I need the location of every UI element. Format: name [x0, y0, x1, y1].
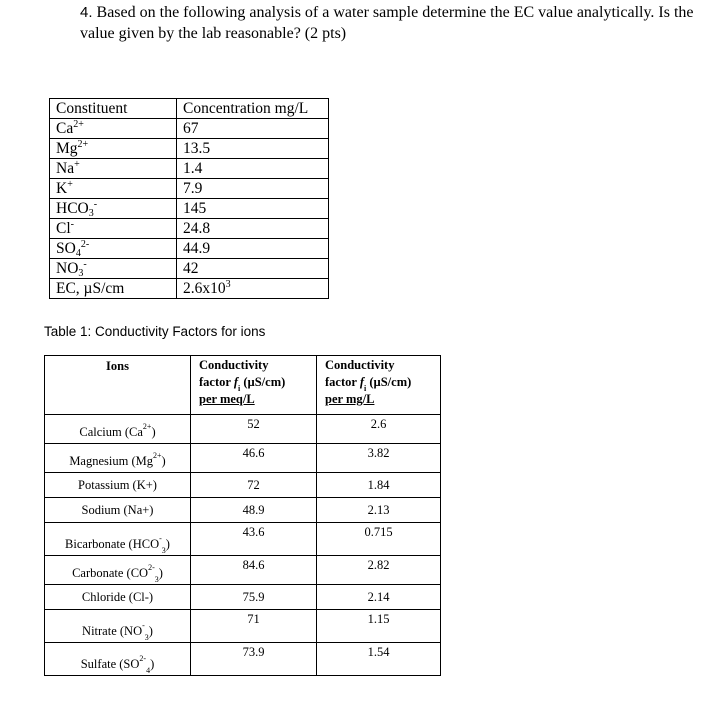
constituent-cell: $HCO_3^-$	[50, 199, 177, 219]
factor-meq-cell: 48.9	[191, 498, 317, 523]
constituent-cell: Cl-	[50, 219, 177, 239]
analysis-row	[50, 199, 329, 219]
factor-mg-cell: 1.84	[317, 473, 441, 498]
concentration-cell: 7.9	[177, 179, 329, 199]
concentration-cell: 42	[177, 259, 329, 279]
constituent-cell: $NO_3^-$	[50, 259, 177, 279]
analysis-row	[50, 119, 329, 139]
analysis-row	[50, 159, 329, 179]
constituent-cell: $Mg^{2+}$	[50, 139, 177, 159]
conductivity-row	[45, 498, 441, 523]
ion-name-cell: Magnesium $(Mg^{2+})$	[45, 444, 191, 473]
concentration-cell: 44.9	[177, 239, 329, 259]
factor-mg-cell: 1.54	[317, 643, 441, 676]
conductivity-header-row	[45, 356, 441, 415]
factor-meq-cell: 75.9	[191, 585, 317, 610]
factor-mg-cell: 3.82	[317, 444, 441, 473]
analysis-table	[49, 98, 329, 299]
factor-meq-cell: 52	[191, 415, 317, 444]
concentration-cell: 67	[177, 119, 329, 139]
constituent-cell: K+	[50, 179, 177, 199]
analysis-row	[50, 219, 329, 239]
ion-name-cell: Nitrate $(NO^-_3)$	[45, 610, 191, 643]
concentration-cell: 24.8	[177, 219, 329, 239]
constituent-cell: $SO_4^{2-}$	[50, 239, 177, 259]
factor-meq-cell: 46.6	[191, 444, 317, 473]
conductivity-row	[45, 643, 441, 676]
conductivity-row	[45, 610, 441, 643]
conductivity-row	[45, 585, 441, 610]
ion-name-cell: Chloride (Cl-)	[45, 585, 191, 610]
factor-mg-cell: 2.82	[317, 556, 441, 585]
constituent-cell: Na+	[50, 159, 177, 179]
analysis-row	[50, 239, 329, 259]
ion-name-cell: Bicarbonate $(HCO^-_3)$	[45, 523, 191, 556]
conductivity-table	[44, 355, 441, 676]
conductivity-row	[45, 473, 441, 498]
question-number: 4.	[80, 4, 93, 21]
ion-name-cell: Carbonate $(CO^{2-}_3)$	[45, 556, 191, 585]
question-text	[80, 2, 710, 44]
factor-meq-cell: 71	[191, 610, 317, 643]
ion-name-cell: Sulfate $(SO^{2-}_4)$	[45, 643, 191, 676]
factor-meq-cell: 84.6	[191, 556, 317, 585]
header-factor-meq: Conductivity factor $f_i$ (µS/cm) per meq/L	[191, 356, 317, 415]
header-ions: Ions	[45, 356, 191, 415]
factor-meq-cell: 73.9	[191, 643, 317, 676]
header-factor-mg: Conductivity factor $f_i$ (µS/cm) per mg/L	[317, 356, 441, 415]
concentration-cell: 13.5	[177, 139, 329, 159]
ion-name-cell: Sodium (Na+)	[45, 498, 191, 523]
conductivity-row	[45, 556, 441, 585]
factor-mg-cell: 1.15	[317, 610, 441, 643]
analysis-row	[50, 259, 329, 279]
factor-meq-cell: 72	[191, 473, 317, 498]
constituent-cell: EC, µS/cm	[50, 279, 177, 299]
concentration-cell: 145	[177, 199, 329, 219]
ion-name-cell: Potassium (K+)	[45, 473, 191, 498]
factor-mg-cell: 0.715	[317, 523, 441, 556]
analysis-header-row	[50, 99, 329, 119]
analysis-row	[50, 139, 329, 159]
question-body: Based on the following analysis of a water sample determine the EC value analytically. Is the value given by the lab reasonable? (2 pts)	[80, 4, 694, 42]
conductivity-row	[45, 415, 441, 444]
table-caption: Table 1: Conductivity Factors for ions	[44, 324, 266, 339]
analysis-row	[50, 179, 329, 199]
analysis-header-cell: Constituent	[50, 99, 177, 119]
concentration-cell: 1.4	[177, 159, 329, 179]
concentration-cell: $2.6x10^3$	[177, 279, 329, 299]
conductivity-row	[45, 523, 441, 556]
analysis-row	[50, 279, 329, 299]
conductivity-row	[45, 444, 441, 473]
factor-meq-cell: 43.6	[191, 523, 317, 556]
constituent-cell: $Ca^{2+}$	[50, 119, 177, 139]
factor-mg-cell: 2.14	[317, 585, 441, 610]
factor-mg-cell: 2.13	[317, 498, 441, 523]
analysis-header-cell: Concentration mg/L	[177, 99, 329, 119]
ion-name-cell: Calcium $(Ca^{2+})$	[45, 415, 191, 444]
factor-mg-cell: 2.6	[317, 415, 441, 444]
